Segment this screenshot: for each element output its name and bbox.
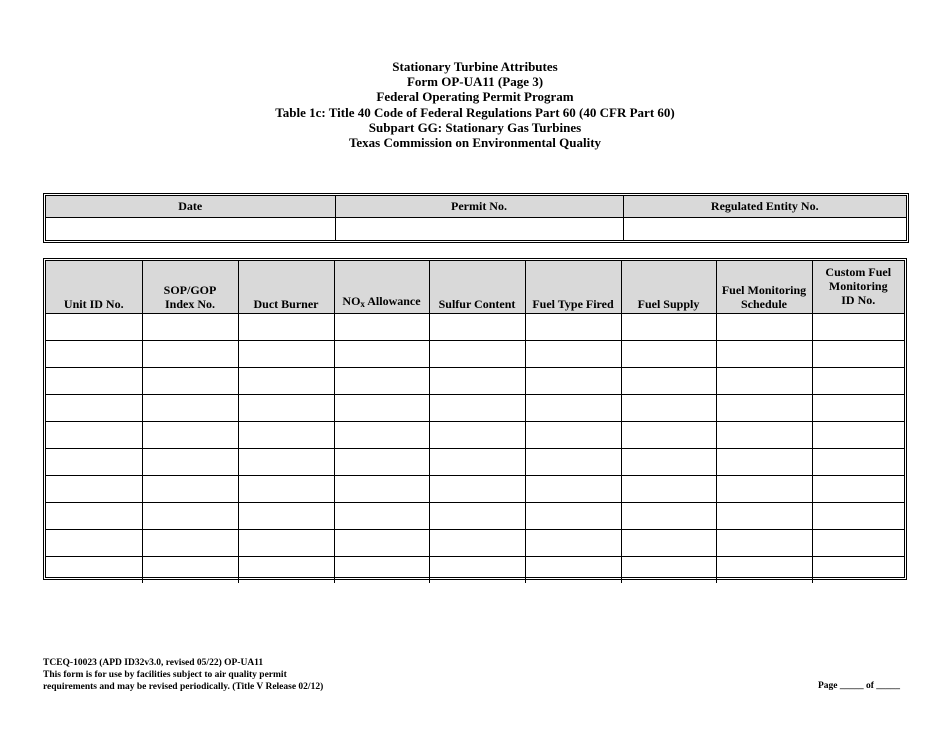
sulfur-content-cell[interactable] — [429, 341, 525, 368]
duct-burner-cell[interactable] — [238, 341, 334, 368]
fuel-monitoring-schedule-cell[interactable] — [716, 530, 812, 557]
nox-allowance-cell[interactable] — [334, 341, 429, 368]
custom-fuel-monitoring-id-cell[interactable] — [812, 557, 904, 584]
unit-id-header: Unit ID No. — [46, 261, 142, 314]
fuel-supply-cell[interactable] — [621, 557, 716, 584]
form-footer — [43, 657, 323, 693]
unit-id-cell[interactable] — [46, 503, 142, 530]
fuel-supply-cell[interactable] — [621, 422, 716, 449]
sop-gop-index-cell[interactable] — [142, 530, 238, 557]
duct-burner-cell[interactable] — [238, 476, 334, 503]
fuel-monitoring-schedule-cell[interactable] — [716, 422, 812, 449]
form-revision: TCEQ-10023 (APD ID32v3.0, revised 05/22) OP-UA11 — [43, 658, 264, 668]
form-number: Form OP-UA11 (Page 3) — [406, 74, 544, 90]
nox-allowance-cell[interactable] — [334, 368, 429, 395]
fuel-type-fired-cell[interactable] — [525, 341, 621, 368]
fuel-type-fired-cell[interactable] — [525, 476, 621, 503]
date-header: Date — [46, 196, 335, 218]
table-row — [46, 341, 904, 368]
sop-gop-index-cell[interactable] — [142, 557, 238, 584]
nox-allowance-cell[interactable] — [334, 449, 429, 476]
unit-id-cell[interactable] — [46, 557, 142, 584]
fuel-monitoring-schedule-cell[interactable] — [716, 449, 812, 476]
fuel-type-fired-cell[interactable] — [525, 449, 621, 476]
custom-fuel-monitoring-id-cell[interactable] — [812, 395, 904, 422]
table-row — [46, 314, 904, 341]
duct-burner-cell[interactable] — [238, 314, 334, 341]
custom-fuel-monitoring-id-header: Custom Fuel Monitoring ID No. — [812, 261, 904, 314]
usage-note-line2: requirements and may be revised periodically. (Title V Release 02/12) — [43, 682, 324, 692]
fuel-type-fired-cell[interactable] — [525, 530, 621, 557]
custom-fuel-monitoring-id-cell[interactable] — [812, 368, 904, 395]
sop-gop-index-header: SOP/GOP Index No. — [142, 261, 238, 314]
fuel-monitoring-schedule-header: Fuel Monitoring Schedule — [716, 261, 812, 314]
fuel-monitoring-schedule-cell[interactable] — [716, 557, 812, 584]
sop-gop-index-cell[interactable] — [142, 503, 238, 530]
custom-fuel-monitoring-id-cell[interactable] — [812, 422, 904, 449]
unit-id-cell[interactable] — [46, 395, 142, 422]
duct-burner-cell[interactable] — [238, 368, 334, 395]
nox-subscript: x — [360, 299, 365, 309]
table-body — [46, 314, 904, 584]
sop-gop-index-cell[interactable] — [142, 314, 238, 341]
program-name: Federal Operating Permit Program — [376, 89, 574, 105]
nox-allowance-cell[interactable] — [334, 314, 429, 341]
unit-id-cell[interactable] — [46, 422, 142, 449]
fuel-type-fired-cell[interactable] — [525, 368, 621, 395]
duct-burner-cell[interactable] — [238, 530, 334, 557]
nox-allowance-cell[interactable] — [334, 503, 429, 530]
unit-id-cell[interactable] — [46, 530, 142, 557]
nox-allowance-cell[interactable] — [334, 476, 429, 503]
unit-id-cell[interactable] — [46, 368, 142, 395]
table-row — [46, 530, 904, 557]
custom-fuel-monitoring-id-cell[interactable] — [812, 503, 904, 530]
sulfur-content-cell[interactable] — [429, 503, 525, 530]
fuel-monitoring-schedule-cell[interactable] — [716, 368, 812, 395]
duct-burner-cell[interactable] — [238, 557, 334, 584]
custom-fuel-monitoring-id-cell[interactable] — [812, 341, 904, 368]
allowance-label: Allowance — [364, 294, 421, 308]
duct-burner-header: Duct Burner — [238, 261, 334, 314]
sop-gop-index-cell[interactable] — [142, 476, 238, 503]
custom-fuel-monitoring-id-cell[interactable] — [812, 314, 904, 341]
sulfur-content-cell[interactable] — [429, 557, 525, 584]
duct-burner-cell[interactable] — [238, 503, 334, 530]
fuel-monitoring-schedule-cell[interactable] — [716, 341, 812, 368]
form-title: Stationary Turbine Attributes — [392, 59, 558, 74]
sulfur-content-cell[interactable] — [429, 314, 525, 341]
permit-no-header: Permit No. — [335, 196, 623, 218]
table-row — [46, 449, 904, 476]
fuel-supply-cell[interactable] — [621, 341, 716, 368]
permit-no-field[interactable] — [335, 218, 623, 241]
agency-name: Texas Commission on Environmental Quality — [348, 135, 602, 151]
fuel-monitoring-schedule-cell[interactable] — [716, 314, 812, 341]
usage-note-line1: This form is for use by facilities subject to air quality permit — [43, 670, 287, 680]
nox-allowance-cell[interactable] — [334, 530, 429, 557]
nox-allowance-cell[interactable] — [334, 422, 429, 449]
unit-id-cell[interactable] — [46, 341, 142, 368]
fuel-supply-cell[interactable] — [621, 530, 716, 557]
fuel-monitoring-schedule-cell[interactable] — [716, 395, 812, 422]
nox-allowance-header — [334, 261, 429, 314]
fuel-supply-cell[interactable] — [621, 314, 716, 341]
unit-id-cell[interactable] — [46, 314, 142, 341]
sop-gop-index-cell[interactable] — [142, 368, 238, 395]
fuel-supply-cell[interactable] — [621, 368, 716, 395]
fuel-monitoring-schedule-cell[interactable] — [716, 503, 812, 530]
form-header — [0, 59, 950, 150]
fuel-supply-cell[interactable] — [621, 503, 716, 530]
fuel-monitoring-schedule-cell[interactable] — [716, 476, 812, 503]
sulfur-content-cell[interactable] — [429, 395, 525, 422]
table-row — [46, 395, 904, 422]
custom-fuel-monitoring-id-cell[interactable] — [812, 530, 904, 557]
duct-burner-cell[interactable] — [238, 449, 334, 476]
fuel-supply-cell[interactable] — [621, 476, 716, 503]
fuel-type-fired-cell[interactable] — [525, 422, 621, 449]
sulfur-content-cell[interactable] — [429, 368, 525, 395]
sulfur-content-cell[interactable] — [429, 422, 525, 449]
table-row — [46, 557, 904, 584]
sulfur-content-cell[interactable] — [429, 449, 525, 476]
sulfur-content-cell[interactable] — [429, 476, 525, 503]
info-table — [43, 193, 909, 243]
fuel-type-fired-cell[interactable] — [525, 557, 621, 584]
fuel-supply-cell[interactable] — [621, 395, 716, 422]
duct-burner-cell[interactable] — [238, 422, 334, 449]
regulated-entity-header: Regulated Entity No. — [623, 196, 906, 218]
table-row — [46, 422, 904, 449]
fuel-type-fired-cell[interactable] — [525, 314, 621, 341]
unit-id-cell[interactable] — [46, 449, 142, 476]
sop-gop-index-cell[interactable] — [142, 341, 238, 368]
fuel-supply-header: Fuel Supply — [621, 261, 716, 314]
nox-label: NO — [342, 294, 361, 308]
subpart-title: Subpart GG: Stationary Gas Turbines — [368, 119, 582, 135]
table-title: Table 1c: Title 40 Code of Federal Regulations Part 60 (40 CFR Part 60) — [275, 104, 675, 120]
sop-gop-index-cell[interactable] — [142, 449, 238, 476]
sulfur-content-cell[interactable] — [429, 530, 525, 557]
sop-gop-index-cell[interactable] — [142, 395, 238, 422]
fuel-supply-cell[interactable] — [621, 449, 716, 476]
table-row — [46, 476, 904, 503]
regulated-entity-field[interactable] — [623, 218, 906, 241]
custom-fuel-monitoring-id-cell[interactable] — [812, 476, 904, 503]
page-number: Page _____ of _____ — [818, 681, 901, 691]
fuel-type-fired-cell[interactable] — [525, 395, 621, 422]
unit-id-cell[interactable] — [46, 476, 142, 503]
duct-burner-cell[interactable] — [238, 395, 334, 422]
fuel-type-fired-cell[interactable] — [525, 503, 621, 530]
sop-gop-index-cell[interactable] — [142, 422, 238, 449]
sulfur-content-header: Sulfur Content — [429, 261, 525, 314]
date-field[interactable] — [46, 218, 335, 241]
table-row — [46, 503, 904, 530]
turbine-attributes-table — [43, 258, 907, 580]
fuel-type-fired-header: Fuel Type Fired — [525, 261, 621, 314]
nox-allowance-cell[interactable] — [334, 395, 429, 422]
table-row — [46, 368, 904, 395]
nox-allowance-cell[interactable] — [334, 557, 429, 584]
custom-fuel-monitoring-id-cell[interactable] — [812, 449, 904, 476]
